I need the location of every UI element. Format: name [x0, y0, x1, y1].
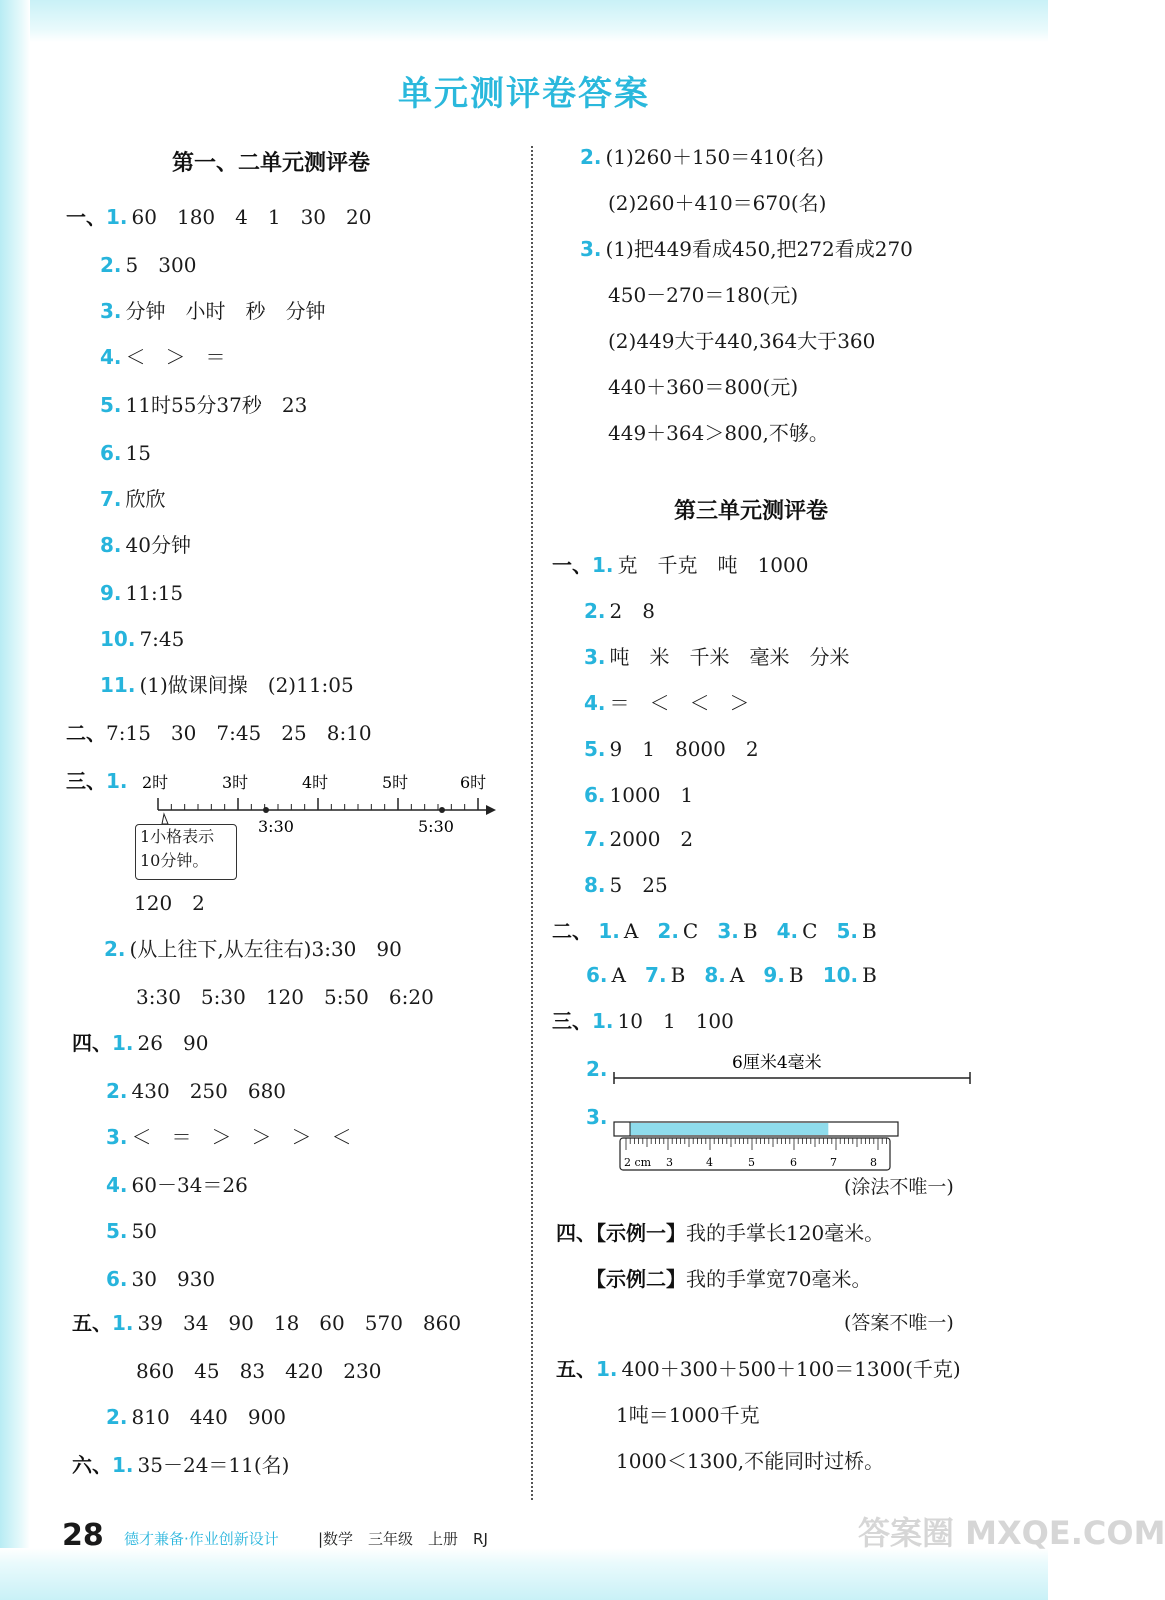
answer-line: (2)449大于440,364大于360: [608, 329, 876, 353]
answer-line: (2)260＋410＝670(名): [608, 191, 827, 215]
column-divider: [531, 146, 533, 1500]
answer-line: 8. 5 25: [584, 873, 668, 897]
answer-line: 三、1.: [66, 769, 128, 793]
ruler-label: 6: [790, 1156, 797, 1169]
answer-line: 2. (1)260＋150＝410(名): [580, 145, 824, 169]
answer-line: 一、1. 60 180 4 1 30 20: [66, 205, 372, 229]
ruler-label: 3: [666, 1156, 673, 1169]
timeline-note-box: 1小格表示 10分钟。: [135, 824, 237, 880]
ruler-label: 5: [748, 1156, 755, 1169]
answer-line: 1吨＝1000千克: [616, 1403, 760, 1427]
top-wave-border: [0, 0, 1048, 42]
answer-line: 2. 430 250 680: [106, 1079, 287, 1103]
answer-line: 11. (1)做课间操 (2)11:05: [100, 673, 354, 697]
section-title-unit3: 第三单元测评卷: [674, 499, 829, 524]
timeline-hour-label: 5时: [382, 773, 409, 792]
timeline-hour-label: 3时: [222, 773, 249, 792]
answer-line: 10. 7:45: [100, 627, 185, 651]
section-title-unit1-2: 第一、二单元测评卷: [172, 151, 371, 176]
answer-line: 3. 吨 米 千米 毫米 分米: [584, 645, 850, 669]
answer-line: 860 45 83 420 230: [136, 1359, 382, 1383]
answer-line: 2. 2 8: [584, 599, 655, 623]
answer-line: 4. ＜ ＞ ＝: [100, 345, 226, 369]
answer-line: 【示例二】我的手掌宽70毫米。: [586, 1267, 872, 1291]
answer-line: 450－270＝180(元): [608, 283, 799, 307]
timeline-hour-label: 6时: [460, 773, 487, 792]
answer-line: 四、1. 26 90: [72, 1031, 209, 1055]
segment-diagram: [608, 1042, 978, 1094]
answer-line: 2. 810 440 900: [106, 1405, 287, 1429]
note-text: (涂法不唯一): [844, 1176, 954, 1198]
answer-line: 二、 1. A 2. C 3. B 4. C 5. B: [552, 919, 877, 943]
ruler-label: 4: [706, 1156, 713, 1169]
answer-line: 2.: [586, 1057, 608, 1081]
answer-line: 一、1. 克 千克 吨 1000: [552, 553, 809, 577]
answer-line: 3. 分钟 小时 秒 分钟: [100, 299, 326, 323]
ruler-body: [620, 1138, 890, 1170]
answer-line: 3.: [586, 1105, 608, 1129]
timeline-mark-label: 3:30: [258, 817, 294, 836]
answer-line: 4. ＝ ＜ ＜ ＞: [584, 691, 750, 715]
ruler-label: 2 cm: [624, 1156, 652, 1169]
answer-line: 三、1. 10 1 100: [552, 1009, 734, 1033]
answer-line: 440＋360＝800(元): [608, 375, 799, 399]
left-wave-border: [0, 0, 30, 1600]
answer-line: 四、【示例一】我的手掌长120毫米。: [556, 1221, 885, 1245]
page-number: 28: [62, 1518, 104, 1553]
answer-line: 7. 欣欣: [100, 487, 166, 511]
footer-book-info: |数学 三年级 上册 RJ: [318, 1530, 488, 1548]
answer-line: 3:30 5:30 120 5:50 6:20: [136, 985, 434, 1009]
answer-line: 5. 11时55分37秒 23: [100, 393, 308, 417]
answer-line: 六、1. 35－24＝11(名): [72, 1453, 290, 1477]
answer-line: 6. 30 930: [106, 1267, 216, 1291]
answer-line: 120 2: [134, 891, 205, 915]
answer-line: 7. 2000 2: [584, 827, 694, 851]
timeline-hour-label: 2时: [142, 773, 169, 792]
answer-line: 8. 40分钟: [100, 533, 191, 557]
answer-line: 3. (1)把449看成450,把272看成270: [580, 237, 913, 261]
note-text: (答案不唯一): [844, 1312, 954, 1334]
answer-line: 9. 11:15: [100, 581, 184, 605]
answer-line: 6. 15: [100, 441, 151, 465]
segment-length-label: 6厘米4毫米: [732, 1053, 822, 1073]
bottom-wave-border: [0, 1548, 1048, 1600]
answer-line: 4. 60－34＝26: [106, 1173, 248, 1197]
answer-line: 二、7:15 30 7:45 25 8:10: [66, 721, 372, 745]
timeline-point-330: [263, 807, 269, 813]
answer-line: 2. 5 300: [100, 253, 197, 277]
callout-pointer: [162, 814, 168, 824]
answer-line: 3. ＜ ＝ ＞ ＞ ＞ ＜: [106, 1125, 352, 1149]
answer-line: 5. 50: [106, 1219, 157, 1243]
timeline-point-530: [439, 807, 445, 813]
answer-line: 449＋364＞800,不够。: [608, 421, 829, 445]
answer-line: 2. (从上往下,从左往右)3:30 90: [104, 937, 402, 961]
watermark-logo: 答案圈 MXQE.COM: [858, 1514, 1165, 1552]
ruler-diagram: [610, 1118, 902, 1178]
answer-line: 1000＜1300,不能同时过桥。: [616, 1449, 885, 1473]
answer-line: 五、1. 400＋300＋500＋100＝1300(千克): [556, 1357, 961, 1381]
shaded-strip: [630, 1123, 828, 1135]
ruler-label: 8: [870, 1156, 877, 1169]
answer-line: 5. 9 1 8000 2: [584, 737, 759, 761]
answer-line: 五、1. 39 34 90 18 60 570 860: [72, 1311, 462, 1335]
page-title: 单元测评卷答案: [398, 74, 650, 114]
timeline-arrow: [486, 805, 496, 815]
timeline-hour-label: 4时: [302, 773, 329, 792]
footer-brand: 德才兼备·作业创新设计: [124, 1530, 279, 1548]
answer-line: 6. 1000 1: [584, 783, 694, 807]
timeline-mark-label: 5:30: [418, 817, 454, 836]
ruler-label: 7: [830, 1156, 837, 1169]
answer-line: 6. A 7. B 8. A 9. B 10. B: [586, 963, 877, 987]
